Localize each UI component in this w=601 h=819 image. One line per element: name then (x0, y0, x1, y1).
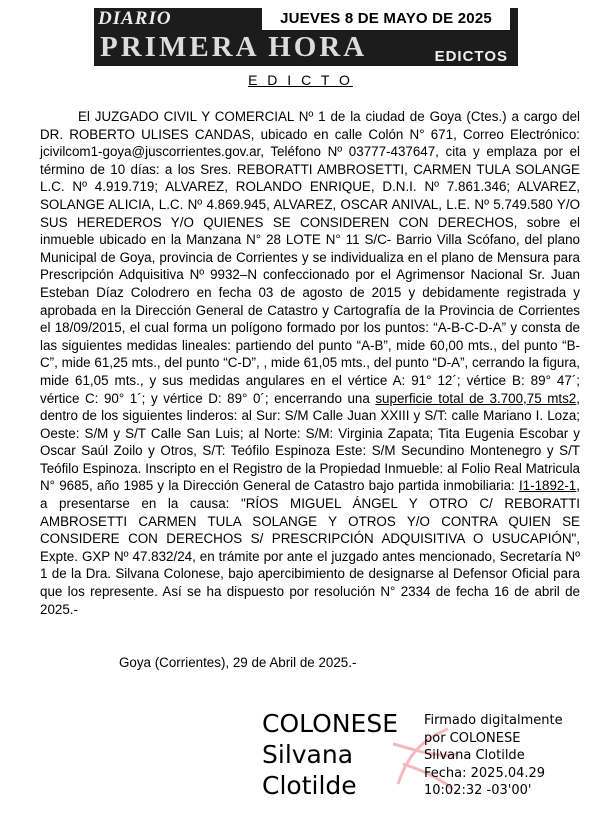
signature-details (424, 712, 563, 800)
signer-name-line: Clotilde (262, 771, 357, 800)
signature-detail-line: Fecha: 2025.04.29 (424, 765, 546, 781)
body-part-c: , a presentarse en la causa: "RÍOS MIGUEL ÁNGEL Y OTRO C/ REBORATTI AMBROSETTI CARMEN TULA SOLANGE Y OTROS Y/O CONTRA QUIEN SE CONSIDERE CON DERECHOS S/ PRESCRIPCIÓN ADQUISITIVA O USUCAPIÓN", Expte. GXP Nº 47.832/24, en trámite por ante el juzgado antes mencionado, Secretaría Nº 1 de la Dra. Silvana Colonese, bajo apercibimiento de designarse al Defensor Oficial para que los represente. Así se ha dispuesto por resolución N° 2334 de fecha 16 de abril de 2025.- (40, 478, 580, 617)
partida-number: I1-1892-1 (518, 478, 577, 494)
signer-name-line: COLONESE (262, 709, 399, 738)
document-title: E D I C T O (248, 72, 353, 88)
body-part-b: , dentro de los siguientes linderos: al Sur: S/M Calle Juan XXIII y S/T: calle Mariano I. Loza; Oeste: S/M y S/T Calle San Luis; al Norte: S/M: Virginia Zapata; Tita Eugenia Escobar y Oscar Saúl Zoilo y Otros, S/T: Teófilo Espinoza Este: S/M Secundino Montenegro y S/T Teófilo Espinoza. Inscripto en el Registro de la Propiedad Inmueble: al Folio Real Matricula N° 9685, año 1985 y la Dirección General de Catastro bajo partida inmobiliaria: (40, 390, 580, 494)
signer-name-line: Silvana (262, 740, 354, 769)
logo-diario-text: DIARIO (98, 8, 172, 29)
surface-area: superficie total de 3.700,75 mts2 (375, 390, 577, 406)
edict-body (40, 108, 580, 618)
signature-detail-line: Firmado digitalmente (424, 713, 563, 728)
signature-detail-line: Silvana Clotilde (424, 748, 525, 763)
signature-detail-line: por COLONESE (424, 730, 521, 746)
signer-name (262, 708, 398, 801)
digital-signature (258, 706, 588, 816)
edict-paragraph (40, 108, 580, 618)
body-part-a: El JUZGADO CIVIL Y COMERCIAL Nº 1 de la ciudad de Goya (Ctes.) a cargo del DR. ROBERTO ULISES CANDAS, ubicado en calle Colón N° 671, Correo Electrónico: jcivilcom1-goya@juscorrientes.gov.ar, Teléfono Nº 03777-437647, cita y emplaza por el término de 10 días: a los Sres. REBORATTI AMBROSETTI, CARMEN TULA SOLANGE L.C. Nº 4.919.719; ALVAREZ, ROLANDO ENRIQUE, D.N.I. Nº 7.861.346; ALVAREZ, SOLANGE ALICIA, L.C. Nº 4.869.945, ALVAREZ, OSCAR ANIVAL, L.E. Nº 5.749.580 Y/O SUS HEREDEROS Y/O QUIENES SE CONSIDEREN CON DERECHOS, sobre el inmueble ubicado en la Manzana N° 28 LOTE N° 11 S/C- Barrio Villa Scófano, del plano Municipal de Goya, provincia de Corrientes y se individualiza en el plano de Mensura para Prescripción Adquisitiva Nº 9932–N confeccionado por el Agrimensor Nacional Sr. Juan Esteban Díaz Colodrero en fecha 03 de agosto de 2015 y debidamente registrada y aprobada en la Dirección General de Catastro y Cartografía de la Provincia de Corrientes el 18/09/2015, el cual forma un polígono formado por los puntos: “A-B-C-D-A” y consta de las siguientes medidas lineales: partiendo del punto “A-B”, mide 60,00 mts., del punto “B-C”, mide 61,25 mts., del punto “C-D”, , mide 61,05 mts., del punto “D-A”, cerrando la figura, mide 61,05 mts., y sus medidas angulares en el vértice A: 91° 12´; vértice B: 89° 47´; vértice C: 90° 1´; y vértice D: 89° 0´; encerrando una (40, 109, 580, 406)
logo-edictos-text: EDICTOS (434, 48, 508, 65)
logo-primera-hora-text: PRIMERA HORA (100, 31, 368, 63)
publication-date: JUEVES 8 DE MAYO DE 2025 (262, 8, 510, 30)
signature-detail-line: 10:02:32 -03'00' (424, 783, 532, 798)
place-and-date: Goya (Corrientes), 29 de Abril de 2025.- (119, 655, 357, 670)
newspaper-header (0, 0, 601, 68)
